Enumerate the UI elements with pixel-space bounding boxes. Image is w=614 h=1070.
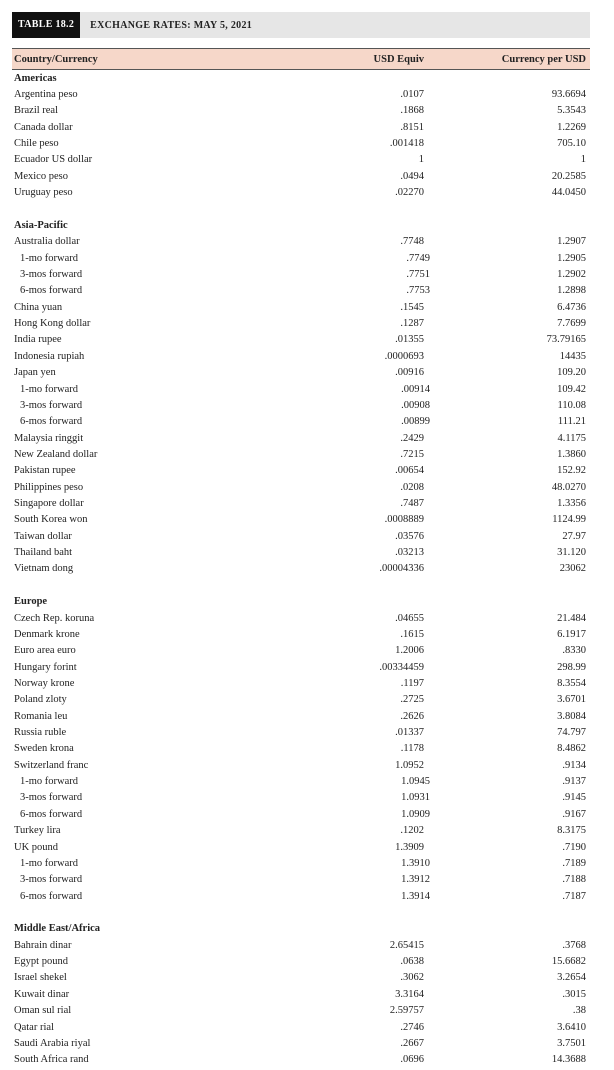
usd-equiv-value: 2.65415 — [389, 939, 424, 951]
table-row — [12, 414, 590, 430]
usd-equiv-value: .0208 — [400, 481, 424, 493]
currency-name: Egypt pound — [14, 956, 68, 968]
currency-name: 1-mo forward — [20, 383, 79, 395]
currency-per-usd-value: .7187 — [562, 890, 586, 902]
currency-name: Kuwait dinar — [14, 988, 70, 1000]
table-row — [12, 888, 590, 904]
currency-per-usd-value: 23062 — [559, 563, 586, 575]
section-name: Middle East/Africa — [14, 923, 101, 935]
usd-equiv-value: .2626 — [400, 710, 424, 722]
usd-equiv-value: .1287 — [400, 318, 424, 330]
currency-name: UK pound — [14, 841, 59, 853]
usd-equiv-value: .1178 — [400, 743, 424, 755]
currency-per-usd-value: .9134 — [562, 759, 586, 771]
usd-equiv-value: 1.2006 — [395, 645, 424, 657]
currency-name: Norway krone — [14, 677, 75, 689]
currency-per-usd-value: 74.797 — [557, 727, 586, 739]
usd-equiv-value: .0696 — [400, 1054, 424, 1066]
usd-equiv-value: .0107 — [400, 89, 424, 101]
currency-name: Turkey lira — [14, 825, 61, 837]
table-row — [12, 1052, 590, 1068]
currency-name: Qatar rial — [14, 1021, 54, 1033]
table-row — [12, 953, 590, 969]
currency-per-usd-value: 705.10 — [557, 138, 586, 150]
currency-per-usd-value: .3015 — [562, 988, 586, 1000]
currency-per-usd-value: 3.2654 — [557, 972, 586, 984]
usd-equiv-value: 2.59757 — [389, 1005, 424, 1017]
usd-equiv-value: 1.0909 — [401, 808, 430, 820]
usd-equiv-value: .0638 — [400, 956, 424, 968]
currency-per-usd-value: 109.42 — [557, 383, 586, 395]
table-row — [12, 823, 590, 839]
currency-per-usd-value: 6.4736 — [557, 301, 586, 313]
currency-name: Thailand baht — [14, 547, 73, 559]
currency-name: 6-mos forward — [20, 808, 83, 820]
usd-equiv-value: .02270 — [395, 187, 424, 199]
usd-equiv-value: .0008889 — [384, 514, 424, 526]
usd-equiv-value: .2746 — [400, 1021, 424, 1033]
table-row — [12, 135, 590, 151]
usd-equiv-value: .7749 — [406, 252, 430, 264]
currency-name: China yuan — [14, 301, 63, 313]
currency-name: 1-mo forward — [20, 857, 79, 869]
currency-name: Hong Kong dollar — [14, 318, 91, 330]
table-row — [12, 806, 590, 822]
currency-per-usd-value: 21.484 — [557, 612, 586, 624]
table-row — [12, 234, 590, 250]
table-row — [12, 86, 590, 102]
currency-name: Oman sul rial — [14, 1005, 72, 1017]
usd-equiv-value: 1.3910 — [401, 857, 430, 869]
currency-per-usd-value: 8.3554 — [557, 677, 586, 689]
currency-per-usd-value: 44.0450 — [551, 187, 586, 199]
currency-name: Bahrain dinar — [14, 939, 72, 951]
currency-name: 1-mo forward — [20, 252, 79, 264]
usd-equiv-value: .1868 — [400, 105, 424, 117]
usd-equiv-value: .00334459 — [379, 661, 424, 673]
usd-equiv-value: .00908 — [401, 399, 430, 411]
currency-per-usd-value: 1.3356 — [557, 498, 586, 510]
currency-name: Malaysia ringgit — [14, 432, 84, 444]
currency-per-usd-value: 109.20 — [557, 367, 586, 379]
currency-per-usd-value: .3768 — [562, 939, 586, 951]
currency-name: South Africa rand — [14, 1054, 89, 1066]
table-row — [12, 692, 590, 708]
currency-name: Switzerland franc — [14, 759, 89, 771]
currency-per-usd-value: 48.0270 — [551, 481, 586, 493]
currency-per-usd-value: .7188 — [562, 874, 586, 886]
currency-per-usd-value: 15.6682 — [551, 956, 586, 968]
section-spacer — [12, 201, 590, 217]
table-row — [12, 283, 590, 299]
usd-equiv-value: 1.0931 — [401, 792, 430, 804]
currency-per-usd-value: 27.97 — [562, 530, 586, 542]
usd-equiv-value: .7748 — [400, 236, 424, 248]
currency-per-usd-value: .7190 — [562, 841, 586, 853]
usd-equiv-value: .001418 — [389, 138, 424, 150]
currency-per-usd-value: 73.79165 — [546, 334, 586, 346]
table-row — [12, 561, 590, 577]
table-row — [12, 332, 590, 348]
header-country: Country/Currency — [14, 53, 98, 65]
currency-per-usd-value: 8.4862 — [557, 743, 586, 755]
table-row — [12, 430, 590, 446]
header-currency-per-usd: Currency per USD — [501, 53, 586, 65]
table-row — [12, 970, 590, 986]
currency-per-usd-value: 14435 — [559, 350, 586, 362]
usd-equiv-value: .0000693 — [384, 350, 424, 362]
currency-name: New Zealand dollar — [14, 448, 98, 460]
currency-name: Japan yen — [14, 367, 56, 379]
table-row — [12, 119, 590, 135]
table-row — [12, 381, 590, 397]
currency-per-usd-value: 1 — [580, 154, 586, 166]
currency-name: 6-mos forward — [20, 285, 83, 297]
table-row — [12, 528, 590, 544]
currency-per-usd-value: 3.6410 — [557, 1021, 586, 1033]
currency-per-usd-value: 5.3543 — [557, 105, 586, 117]
table-row — [12, 397, 590, 413]
currency-per-usd-value: 1.2907 — [557, 236, 586, 248]
usd-equiv-value: .00004336 — [379, 563, 424, 575]
currency-name: Pakistan rupee — [14, 465, 76, 477]
currency-name: Singapore dollar — [14, 498, 84, 510]
table-row — [12, 659, 590, 675]
table-row — [12, 1002, 590, 1018]
table-row — [12, 1019, 590, 1035]
usd-equiv-value: .0494 — [400, 170, 424, 182]
currency-per-usd-value: 1124.99 — [552, 514, 586, 526]
table-row — [12, 643, 590, 659]
currency-per-usd-value: .9167 — [562, 808, 586, 820]
table-row — [12, 1035, 590, 1051]
currency-name: Romania leu — [14, 710, 68, 722]
currency-name: Saudi Arabia riyal — [14, 1037, 91, 1049]
currency-per-usd-value: .9137 — [562, 776, 586, 788]
currency-per-usd-value: .7189 — [562, 857, 586, 869]
table-header — [12, 48, 590, 70]
currency-per-usd-value: .38 — [572, 1005, 586, 1017]
section-name: Americas — [14, 72, 57, 84]
section-header-row — [12, 217, 590, 233]
usd-equiv-value: .03213 — [395, 547, 424, 559]
usd-equiv-value: .7487 — [400, 498, 424, 510]
currency-per-usd-value: 20.2585 — [551, 170, 586, 182]
section-name: Europe — [14, 596, 48, 608]
table-row — [12, 544, 590, 560]
currency-per-usd-value: .8330 — [562, 645, 586, 657]
table-title-bar — [12, 12, 590, 38]
section-name: Asia-Pacific — [14, 219, 68, 231]
table-row — [12, 315, 590, 331]
table-row — [12, 266, 590, 282]
table-row — [12, 103, 590, 119]
usd-equiv-value: 1.3909 — [395, 841, 424, 853]
currency-name: Russia ruble — [14, 727, 67, 739]
currency-name: 1-mo forward — [20, 776, 79, 788]
table-row — [12, 708, 590, 724]
table-title: EXCHANGE RATES: MAY 5, 2021 — [90, 19, 253, 31]
currency-name: Australia dollar — [14, 236, 80, 248]
usd-equiv-value: 1.3912 — [401, 874, 430, 886]
currency-name: Canada dollar — [14, 121, 73, 133]
currency-name: Euro area euro — [14, 645, 76, 657]
currency-per-usd-value: 14.3688 — [551, 1054, 586, 1066]
table-number: TABLE 18.2 — [12, 12, 80, 38]
section-header-row — [12, 921, 590, 937]
currency-name: India rupee — [14, 334, 62, 346]
currency-per-usd-value: 3.8084 — [557, 710, 586, 722]
table-row — [12, 773, 590, 789]
currency-per-usd-value: 1.3860 — [557, 448, 586, 460]
section-spacer — [12, 904, 590, 920]
currency-name: Sweden krona — [14, 743, 74, 755]
table-row — [12, 446, 590, 462]
currency-name: 3-mos forward — [20, 874, 83, 886]
currency-name: 3-mos forward — [20, 399, 83, 411]
exchange-rates-table — [12, 12, 590, 1068]
table-row — [12, 495, 590, 511]
usd-equiv-value: 1.0945 — [401, 776, 430, 788]
usd-equiv-value: 1.3914 — [401, 890, 430, 902]
usd-equiv-value: .1202 — [400, 825, 424, 837]
usd-equiv-value: .2429 — [400, 432, 424, 444]
currency-per-usd-value: 111.21 — [557, 416, 586, 428]
currency-per-usd-value: 31.120 — [557, 547, 586, 559]
usd-equiv-value: .00914 — [401, 383, 430, 395]
usd-equiv-value: .7215 — [400, 448, 424, 460]
currency-name: Indonesia rupiah — [14, 350, 85, 362]
currency-per-usd-value: 1.2269 — [557, 121, 586, 133]
table-row — [12, 741, 590, 757]
currency-name: Brazil real — [14, 105, 59, 117]
currency-per-usd-value: 152.92 — [557, 465, 586, 477]
table-row — [12, 790, 590, 806]
currency-name: Chile peso — [14, 138, 59, 150]
currency-per-usd-value: 7.7699 — [557, 318, 586, 330]
usd-equiv-value: .00916 — [395, 367, 424, 379]
table-row — [12, 512, 590, 528]
table-row — [12, 986, 590, 1002]
table-row — [12, 855, 590, 871]
currency-per-usd-value: 3.7501 — [557, 1037, 586, 1049]
usd-equiv-value: .7753 — [406, 285, 430, 297]
section-header-row — [12, 70, 590, 86]
usd-equiv-value: .3062 — [400, 972, 424, 984]
currency-name: Israel shekel — [14, 972, 67, 984]
currency-name: Ecuador US dollar — [14, 154, 93, 166]
table-row — [12, 757, 590, 773]
usd-equiv-value: .2725 — [400, 694, 424, 706]
currency-per-usd-value: .9145 — [562, 792, 586, 804]
table-row — [12, 724, 590, 740]
section-header-row — [12, 594, 590, 610]
table-row — [12, 168, 590, 184]
table-row — [12, 626, 590, 642]
usd-equiv-value: .2667 — [400, 1037, 424, 1049]
table-body — [12, 70, 590, 1068]
usd-equiv-value: .1197 — [400, 677, 424, 689]
table-row — [12, 463, 590, 479]
table-row — [12, 610, 590, 626]
currency-per-usd-value: 1.2905 — [557, 252, 586, 264]
usd-equiv-value: .01337 — [395, 727, 424, 739]
currency-name: Vietnam dong — [14, 563, 74, 575]
table-row — [12, 185, 590, 201]
currency-name: Poland zloty — [14, 694, 67, 706]
table-row — [12, 348, 590, 364]
table-row — [12, 152, 590, 168]
currency-name: 6-mos forward — [20, 416, 83, 428]
header-usd-equiv: USD Equiv — [373, 53, 424, 65]
table-row — [12, 479, 590, 495]
currency-name: 3-mos forward — [20, 268, 83, 280]
table-row — [12, 839, 590, 855]
currency-name: Taiwan dollar — [14, 530, 72, 542]
currency-name: 6-mos forward — [20, 890, 83, 902]
usd-equiv-value: .03576 — [395, 530, 424, 542]
currency-name: Philippines peso — [14, 481, 84, 493]
usd-equiv-value: 1 — [418, 154, 424, 166]
currency-per-usd-value: 8.3175 — [557, 825, 586, 837]
currency-name: Hungary forint — [14, 661, 77, 673]
usd-equiv-value: 3.3164 — [395, 988, 424, 1000]
currency-per-usd-value: 1.2902 — [557, 268, 586, 280]
currency-per-usd-value: 298.99 — [557, 661, 586, 673]
usd-equiv-value: .01355 — [395, 334, 424, 346]
currency-per-usd-value: 1.2898 — [557, 285, 586, 297]
currency-per-usd-value: 4.1175 — [557, 432, 586, 444]
usd-equiv-value: 1.0952 — [395, 759, 424, 771]
table-row — [12, 250, 590, 266]
usd-equiv-value: .00899 — [401, 416, 430, 428]
usd-equiv-value: .00654 — [395, 465, 424, 477]
table-row — [12, 872, 590, 888]
currency-name: Mexico peso — [14, 170, 68, 182]
usd-equiv-value: .04655 — [395, 612, 424, 624]
table-row — [12, 299, 590, 315]
table-row — [12, 675, 590, 691]
section-spacer — [12, 577, 590, 593]
usd-equiv-value: .8151 — [400, 121, 424, 133]
currency-per-usd-value: 3.6701 — [557, 694, 586, 706]
table-row — [12, 364, 590, 380]
currency-name: South Korea won — [14, 514, 88, 526]
currency-name: Argentina peso — [14, 89, 78, 101]
currency-per-usd-value: 6.1917 — [557, 628, 586, 640]
currency-per-usd-value: 110.08 — [557, 399, 586, 411]
currency-per-usd-value: 93.6694 — [551, 89, 586, 101]
usd-equiv-value: .1545 — [400, 301, 424, 313]
usd-equiv-value: .1615 — [400, 628, 424, 640]
table-row — [12, 937, 590, 953]
usd-equiv-value: .7751 — [406, 268, 430, 280]
currency-name: Czech Rep. koruna — [14, 612, 95, 624]
currency-name: 3-mos forward — [20, 792, 83, 804]
currency-name: Denmark krone — [14, 628, 80, 640]
currency-name: Uruguay peso — [14, 187, 73, 199]
